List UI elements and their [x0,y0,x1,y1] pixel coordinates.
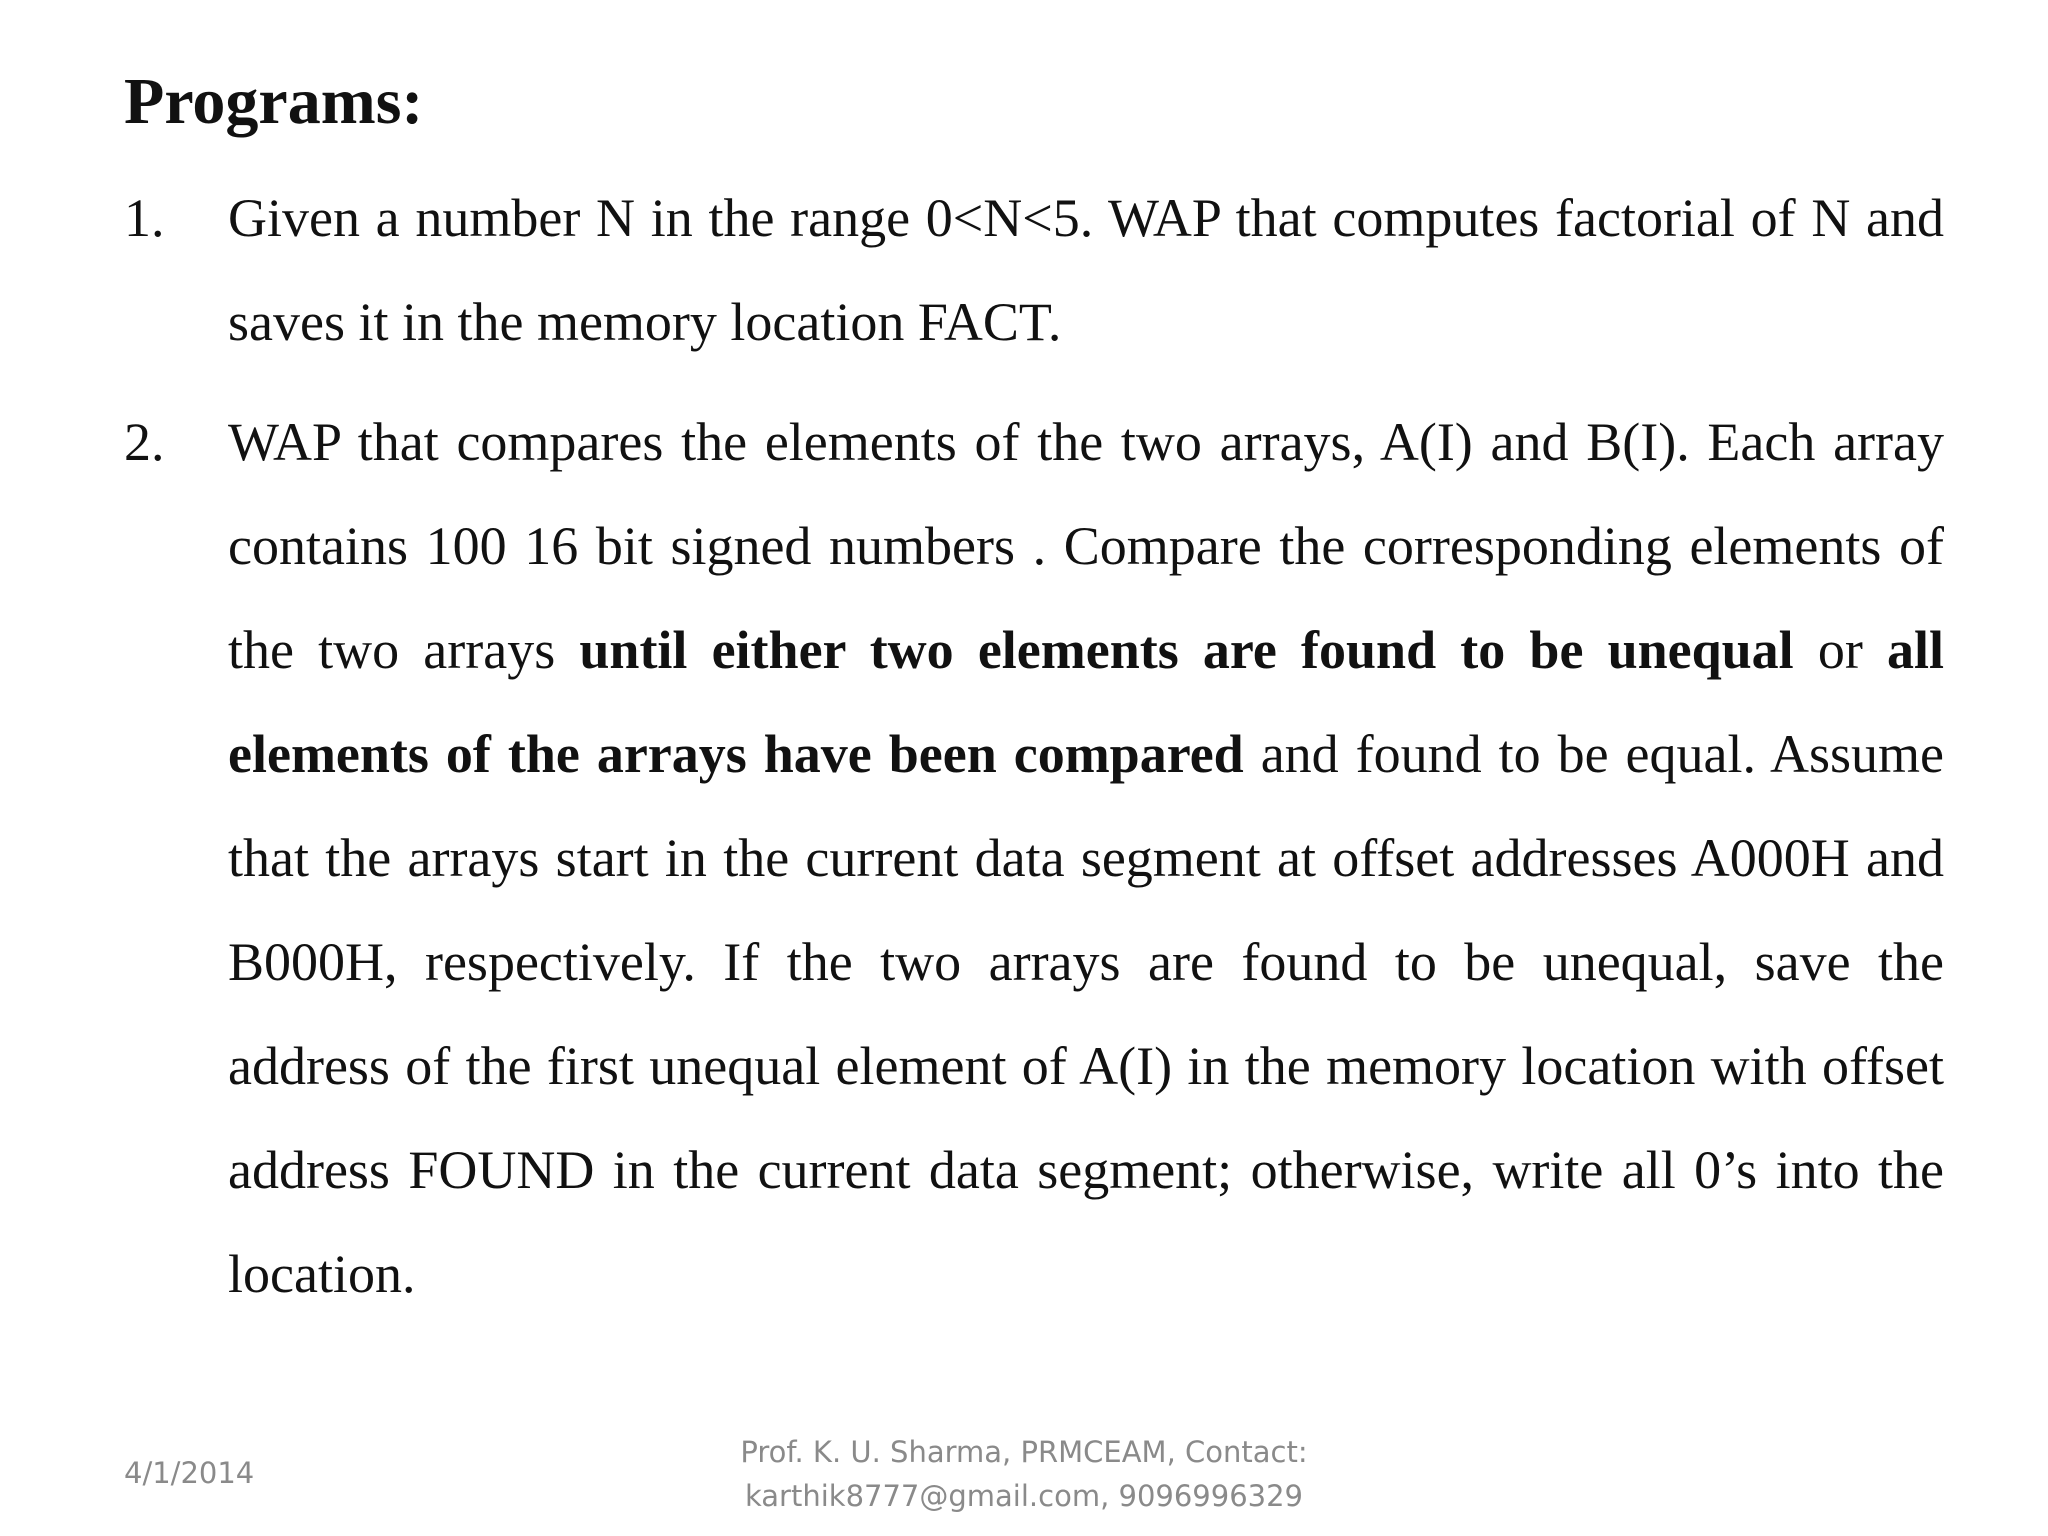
text-segment: or [1793,620,1887,680]
footer-credit-line-2: karthik8777@gmail.com, 9096996329 [744,1479,1304,1513]
list-item-1 [124,166,1944,374]
bold-text-segment: until either two elements are found to be unequal [579,620,1794,680]
bold-text-segment: all elements of the arrays have been compared [228,620,1944,784]
text-segment: and found to be equal. Assume that the arrays start in the current data segment at offset addresses A000H and B000H, respectively. If the two arrays are found to be unequal, save the address of the first unequal element of A(I) in the memory location with offset address FOUND in the current data segment; otherwise, write all 0’s into the location. [228,724,1944,1304]
text-segment: WAP that compares the elements of the two arrays, A(I) and B(I). Each array contains 100 16 bit signed numbers . Compare the corresponding elements of the two arrays [228,412,1944,680]
list-item-text [228,390,1944,1326]
footer-date: 4/1/2014 [124,1456,255,1490]
footer-credit [0,1430,2048,1518]
list-item-number: 2. [124,412,165,472]
slide-title: Programs: [124,65,424,138]
list-item-text: Given a number N in the range 0<N<5. WAP that computes factorial of N and saves it in the memory location FACT. [228,188,1944,352]
list-item-2 [124,390,1944,1326]
footer-credit-line-1: Prof. K. U. Sharma, PRMCEAM, Contact: [740,1435,1308,1469]
list-item-number: 1. [124,188,165,248]
